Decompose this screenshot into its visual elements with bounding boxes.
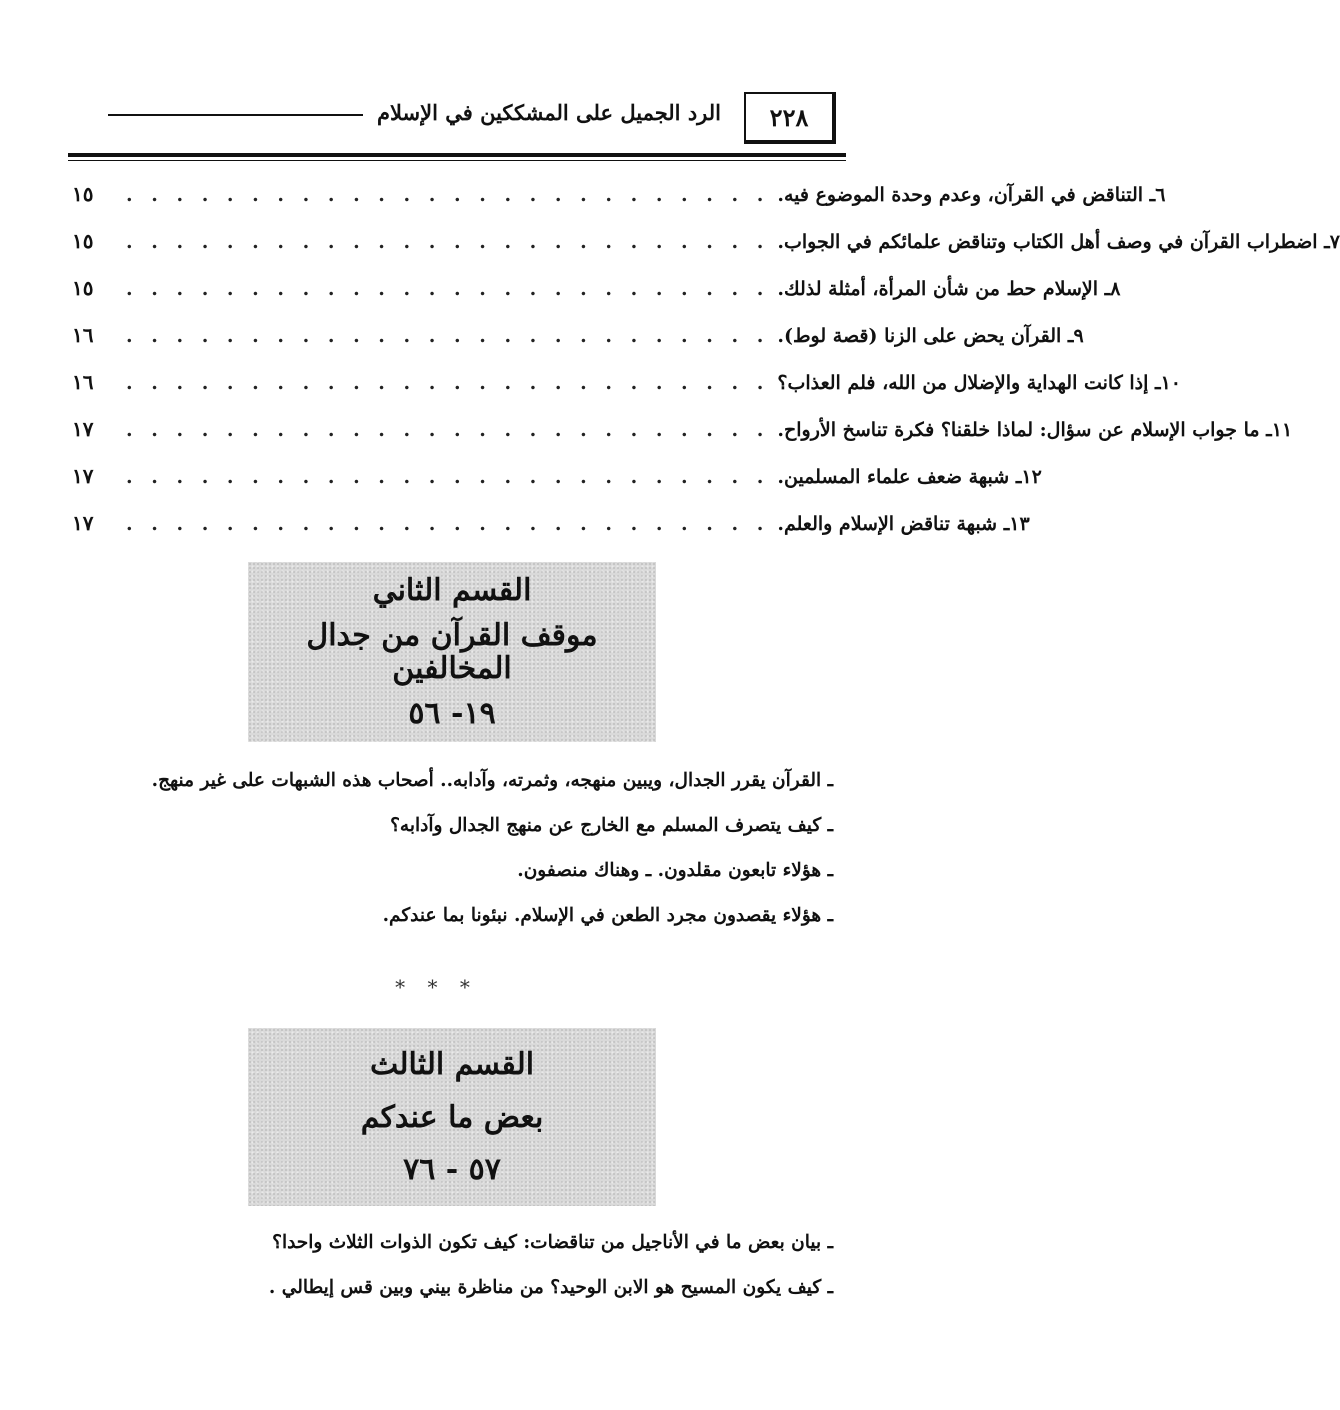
- section-2-heading-box: [248, 562, 656, 742]
- toc-entry-text: ١٢ـ شبهة ضعف علماء المسلمين.: [777, 466, 1042, 488]
- toc-entry-number: ٧: [1329, 231, 1340, 253]
- toc-page-number: ١٥: [72, 229, 94, 253]
- section-3-title: بعض ما عندكم: [360, 1099, 544, 1135]
- toc-leader-dots: . . . . . . . . . . . . . . . . . . . . . . . . . .: [126, 278, 770, 300]
- toc-entry-text: ١٣ـ شبهة تناقض الإسلام والعلم.: [777, 513, 1030, 535]
- list-item: ـ القرآن يقرر الجدال، ويبين منهجه، وثمرته، وآدابه.. أصحاب هذه الشبهات على غير منهج.: [151, 770, 833, 791]
- toc-entry: [72, 370, 1181, 417]
- section-separator: * * *: [395, 975, 478, 999]
- section-2-title: موقف القرآن من جدال المخالفين: [306, 618, 598, 686]
- toc-page-number: ١٥: [72, 276, 94, 300]
- toc-entry-title: التناقض في القرآن، وعدم وحدة الموضوع فيه.: [777, 184, 1144, 206]
- toc-entry-text: ٧ـ اضطراب القرآن في وصف أهل الكتاب وتناقض علمائكم في الجواب.: [777, 231, 1340, 253]
- toc-entry-number: ١٣: [1009, 513, 1030, 535]
- table-of-contents: [72, 182, 1340, 558]
- section-2-items: [33, 770, 833, 950]
- list-item: ـ كيف يكون المسيح هو الابن الوحيد؟ من مناظرة بيني وبين قس إيطالي .: [268, 1277, 833, 1298]
- toc-entry-number: ١٠: [1160, 372, 1181, 394]
- list-item: ـ هؤلاء يقصدون مجرد الطعن في الإسلام. نبئونا بما عندكم.: [382, 905, 833, 926]
- header-rule-thin: [68, 160, 846, 161]
- toc-entry-title: القرآن يحض على الزنا (قصة لوط).: [777, 325, 1062, 347]
- toc-entry-title: الإسلام حط من شأن المرأة، أمثلة لذلك.: [777, 278, 1099, 300]
- page-number-box: [744, 92, 836, 144]
- toc-leader-dots: . . . . . . . . . . . . . . . . . . . . . . . . . .: [126, 466, 770, 488]
- section-2-page-range: ١٩- ٥٦: [408, 696, 496, 731]
- toc-leader-dots: . . . . . . . . . . . . . . . . . . . . . . . . . .: [126, 231, 770, 253]
- toc-entry: [72, 182, 1166, 229]
- toc-page-number: ١٧: [72, 417, 94, 441]
- running-title: [121, 100, 721, 125]
- toc-page-number: ١٦: [72, 323, 94, 347]
- page-number: ٢٢٨: [769, 102, 809, 132]
- toc-page-number: ١٧: [72, 464, 94, 488]
- toc-leader-dots: . . . . . . . . . . . . . . . . . . . . . . . . . .: [126, 325, 770, 347]
- toc-leader-dots: . . . . . . . . . . . . . . . . . . . . . . . . . .: [126, 372, 770, 394]
- list-item: ـ بيان بعض ما في الأناجيل من تناقضات: كيف تكون الذوات الثلاث واحدا؟: [272, 1232, 833, 1253]
- toc-entry-title: اضطراب القرآن في وصف أهل الكتاب وتناقض علمائكم في الجواب.: [777, 231, 1318, 253]
- section-2-label: القسم الثاني: [372, 573, 532, 608]
- title-rule: [108, 114, 363, 116]
- section-3-heading-box: [248, 1028, 656, 1206]
- section-3-label: القسم الثالث: [369, 1046, 535, 1082]
- toc-entry-number: ٩: [1073, 325, 1084, 347]
- toc-entry: [72, 417, 1293, 464]
- toc-entry-title: ما جواب الإسلام عن سؤال: لماذا خلقنا؟ فكرة تناسخ الأرواح.: [777, 419, 1260, 441]
- toc-entry: [72, 323, 1084, 370]
- list-item: ـ هؤلاء تابعون مقلدون. ـ وهناك منصفون.: [517, 860, 833, 881]
- toc-entry-text: ١١ـ ما جواب الإسلام عن سؤال: لماذا خلقنا؟ فكرة تناسخ الأرواح.: [777, 419, 1293, 441]
- toc-entry-text: ١٠ـ إذا كانت الهداية والإضلال من الله، فلم العذاب؟: [777, 372, 1181, 394]
- toc-entry-number: ١١: [1271, 419, 1293, 441]
- toc-entry-number: ٨: [1110, 278, 1121, 300]
- toc-entry-title: شبهة تناقض الإسلام والعلم.: [777, 513, 998, 535]
- toc-page-number: ١٧: [72, 511, 94, 535]
- toc-page-number: ١٥: [72, 182, 94, 206]
- book-title: الرد الجميل على المشككين في الإسلام: [377, 100, 721, 125]
- toc-entry: [72, 464, 1042, 511]
- toc-leader-dots: . . . . . . . . . . . . . . . . . . . . . . . . . .: [126, 184, 770, 206]
- toc-entry-number: ٦: [1155, 184, 1166, 206]
- toc-entry-text: ٦ـ التناقض في القرآن، وعدم وحدة الموضوع فيه.: [777, 184, 1166, 206]
- toc-entry: [72, 511, 1030, 558]
- toc-leader-dots: . . . . . . . . . . . . . . . . . . . . . . . . . .: [126, 419, 770, 441]
- toc-leader-dots: . . . . . . . . . . . . . . . . . . . . . . . . . .: [126, 513, 770, 535]
- section-3-page-range: ٥٧ - ٧٦: [403, 1152, 501, 1188]
- toc-entry-text: ٨ـ الإسلام حط من شأن المرأة، أمثلة لذلك.: [777, 278, 1121, 300]
- toc-entry: [72, 229, 1340, 276]
- header-rule-thick: [68, 153, 846, 157]
- toc-entry-text: ٩ـ القرآن يحض على الزنا (قصة لوط).: [777, 325, 1084, 347]
- toc-entry: [72, 276, 1121, 323]
- toc-entry-number: ١٢: [1021, 466, 1042, 488]
- list-item: ـ كيف يتصرف المسلم مع الخارج عن منهج الجدال وآدابه؟: [390, 815, 833, 836]
- page-header: [68, 88, 846, 150]
- section-3-items: [33, 1232, 833, 1322]
- toc-page-number: ١٦: [72, 370, 94, 394]
- toc-entry-title: إذا كانت الهداية والإضلال من الله، فلم العذاب؟: [777, 372, 1149, 394]
- toc-entry-title: شبهة ضعف علماء المسلمين.: [777, 466, 1010, 488]
